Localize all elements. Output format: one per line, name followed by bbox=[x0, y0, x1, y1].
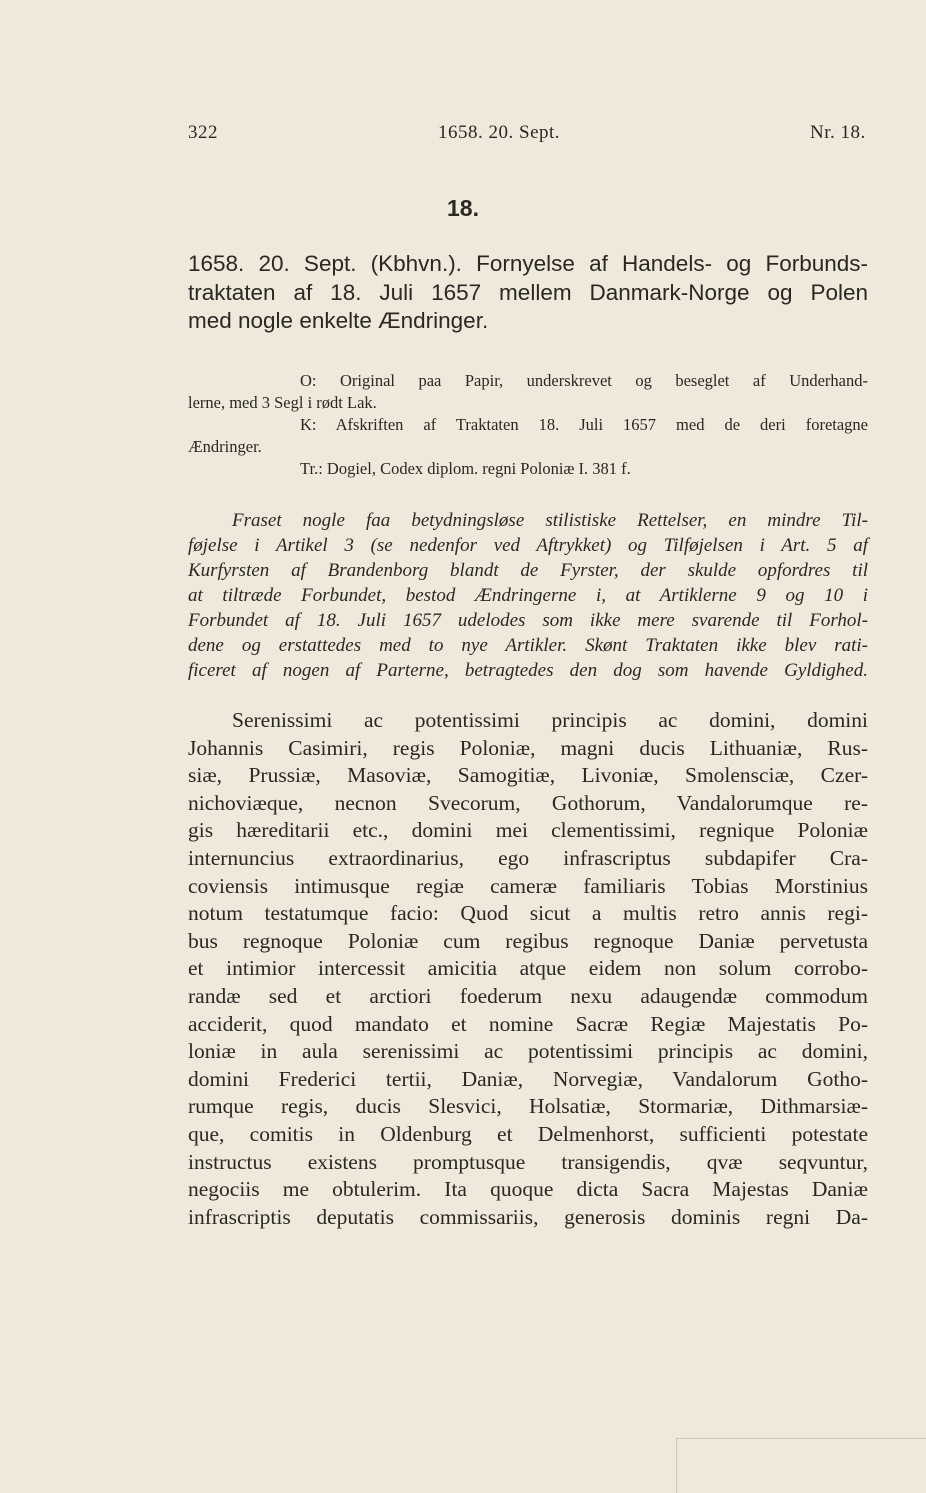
page-edge-rule-vertical bbox=[676, 1438, 677, 1493]
source-notes bbox=[188, 370, 868, 480]
body-line: randæ sed et arctiori foederum nexu adaugendæ commodum bbox=[188, 983, 868, 1008]
body-line: domini Frederici tertii, Daniæ, Norvegiæ, Vandalorum Gotho- bbox=[188, 1066, 868, 1091]
document-title bbox=[188, 250, 868, 336]
source-line: O: Original paa Papir, underskrevet og beseglet af Underhand- bbox=[300, 371, 868, 390]
editorial-commentary bbox=[188, 508, 868, 683]
source-line: lerne, med 3 Segl i rødt Lak. bbox=[188, 393, 377, 412]
body-line: gis hæreditarii etc., domini mei clementissimi, regnique Poloniæ bbox=[188, 818, 868, 843]
body-line: Johannis Casimiri, regis Poloniæ, magni ducis Lithuaniæ, Rus- bbox=[188, 735, 868, 760]
running-header-doc-ref: Nr. 18. bbox=[810, 122, 866, 143]
source-line: K: Afskriften af Traktaten 18. Juli 1657 med de deri foretagne bbox=[300, 415, 868, 434]
commentary-line: Kurfyrsten af Brandenborg blandt de Fyrster, der skulde opfordres til bbox=[188, 560, 868, 581]
body-line: notum testatumque facio: Quod sicut a multis retro annis regi- bbox=[188, 901, 868, 926]
commentary-line: Fraset nogle faa betydningsløse stilistiske Rettelser, en mindre Til- bbox=[232, 510, 868, 531]
title-line: traktaten af 18. Juli 1657 mellem Danmark-Norge og Polen bbox=[188, 279, 868, 305]
commentary-line: dene og erstattedes med to nye Artikler. Skønt Traktaten ikke blev rati- bbox=[188, 635, 868, 656]
body-line: nichoviæque, necnon Svecorum, Gothorum, Vandalorumque re- bbox=[188, 790, 868, 815]
body-line: et intimior intercessit amicitia atque eidem non solum corrobo- bbox=[188, 956, 868, 981]
commentary-line: ficeret af nogen af Parterne, betragtedes den dog som havende Gyldighed. bbox=[188, 660, 868, 681]
body-line: infrascriptis deputatis commissariis, generosis dominis regni Da- bbox=[188, 1204, 868, 1229]
commentary-line: at tiltræde Forbundet, bestod Ændringerne i, at Artiklerne 9 og 10 i bbox=[188, 585, 868, 606]
body-line: loniæ in aula serenissimi ac potentissimi principis ac domini, bbox=[188, 1039, 868, 1064]
page-edge-rule bbox=[676, 1438, 926, 1439]
running-header-date: 1658. 20. Sept. bbox=[438, 122, 561, 143]
document-number: 18. bbox=[447, 195, 479, 221]
source-line: Tr.: Dogiel, Codex diplom. regni Poloniæ I. 381 f. bbox=[300, 459, 631, 478]
body-line: que, comitis in Oldenburg et Delmenhorst, sufficienti potestate bbox=[188, 1121, 868, 1146]
treaty-text bbox=[188, 707, 868, 1231]
body-line: acciderit, quod mandato et nomine Sacræ Regiæ Majestatis Po- bbox=[188, 1011, 868, 1036]
body-line: coviensis intimusque regiæ cameræ familiaris Tobias Morstinius bbox=[188, 873, 868, 898]
body-line: bus regnoque Poloniæ cum regibus regnoque Daniæ pervetusta bbox=[188, 928, 868, 953]
body-line: rumque regis, ducis Slesvici, Holsatiæ, Stormariæ, Dithmarsiæ- bbox=[188, 1094, 868, 1119]
source-line: Ændringer. bbox=[188, 437, 262, 456]
title-line: 1658. 20. Sept. (Kbhvn.). Fornyelse af Handels- og Forbunds- bbox=[188, 251, 868, 276]
commentary-line: Forbundet af 18. Juli 1657 udelodes som ikke mere svarende til Forhol- bbox=[188, 610, 868, 631]
body-line: internuncius extraordinarius, ego infrascriptus subdapifer Cra- bbox=[188, 845, 868, 870]
title-line: med nogle enkelte Ændringer. bbox=[188, 308, 489, 333]
body-line: siæ, Prussiæ, Masoviæ, Samogitiæ, Livoniæ, Smolensciæ, Czer- bbox=[188, 763, 868, 788]
body-line: negociis me obtulerim. Ita quoque dicta Sacra Majestas Daniæ bbox=[188, 1177, 868, 1202]
commentary-line: føjelse i Artikel 3 (se nedenfor ved Aftrykket) og Tilføjelsen i Art. 5 af bbox=[188, 535, 868, 556]
body-line: instructus existens promptusque transigendis, qvæ seqvuntur, bbox=[188, 1149, 868, 1174]
page-number: 322 bbox=[188, 122, 218, 143]
body-line: Serenissimi ac potentissimi principis ac domini, domini bbox=[232, 708, 868, 732]
